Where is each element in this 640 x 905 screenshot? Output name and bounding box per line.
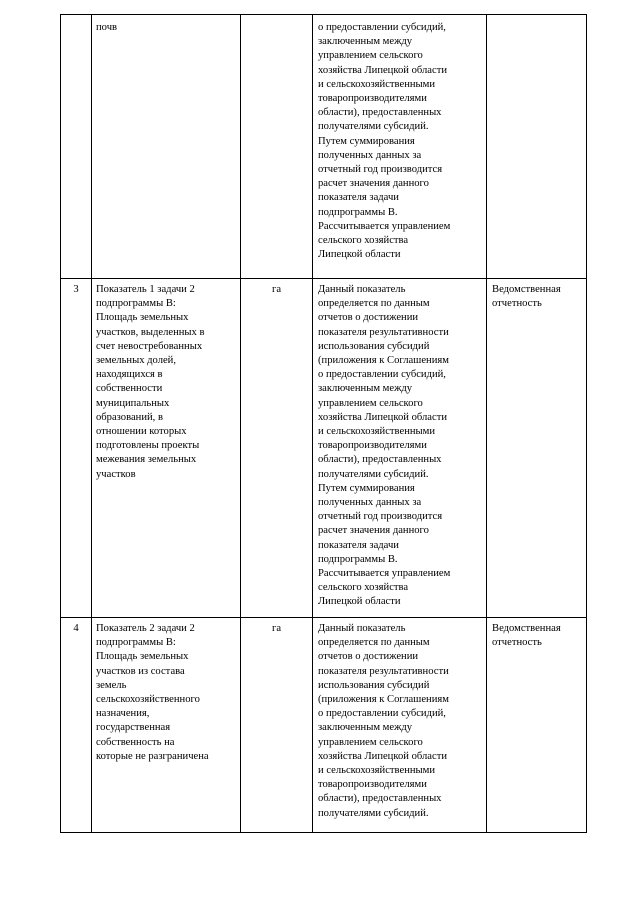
indicators-table <box>60 14 587 833</box>
indicator-name: почв <box>92 15 241 279</box>
table-row <box>61 618 587 833</box>
row-number <box>61 15 92 279</box>
unit-of-measure: га <box>241 279 313 618</box>
row-number: 3 <box>61 279 92 618</box>
row-number: 4 <box>61 618 92 833</box>
table-row <box>61 15 587 279</box>
unit-of-measure <box>241 15 313 279</box>
indicator-name: Показатель 1 задачи 2 подпрограммы В: Площадь земельных участков, выделенных в счет невостребованных земельных долей, находящихся в собственности муниципальных образований, в отношении которых подготовлены проекты межевания земельных участков <box>92 279 241 618</box>
data-source: Ведомственная отчетность <box>487 618 587 833</box>
table-row <box>61 279 587 618</box>
unit-of-measure: га <box>241 618 313 833</box>
indicator-name: Показатель 2 задачи 2 подпрограммы В: Площадь земельных участков из состава земель сельскохозяйственного назначения, государственная собственность на которые не разграничена <box>92 618 241 833</box>
document-page <box>60 14 586 833</box>
calculation-method: о предоставлении субсидий, заключенным между управлением сельского хозяйства Липецкой области и сельскохозяйственными товаропроизводителями области), предоставленных получателями субсидий. Путем суммирования полученных данных за отчетный год производится расчет значения данного показателя задачи подпрограммы В. Рассчитывается управлением сельского хозяйства Липецкой области <box>313 15 487 279</box>
calculation-method: Данный показатель определяется по данным отчетов о достижении показателя результативности использования субсидий (приложения к Соглашениям о предоставлении субсидий, заключенным между управлением сельского хозяйства Липецкой области и сельскохозяйственными товаропроизводителями области), предоставленных получателями субсидий. Путем суммирования полученных данных за отчетный год производится расчет значения данного показателя задачи подпрограммы В. Рассчитывается управлением сельского хозяйства Липецкой области <box>313 279 487 618</box>
data-source <box>487 15 587 279</box>
calculation-method: Данный показатель определяется по данным отчетов о достижении показателя результативности использования субсидий (приложения к Соглашениям о предоставлении субсидий, заключенным между управлением сельского хозяйства Липецкой области и сельскохозяйственными товаропроизводителями области), предоставленных получателями субсидий. <box>313 618 487 833</box>
data-source: Ведомственная отчетность <box>487 279 587 618</box>
